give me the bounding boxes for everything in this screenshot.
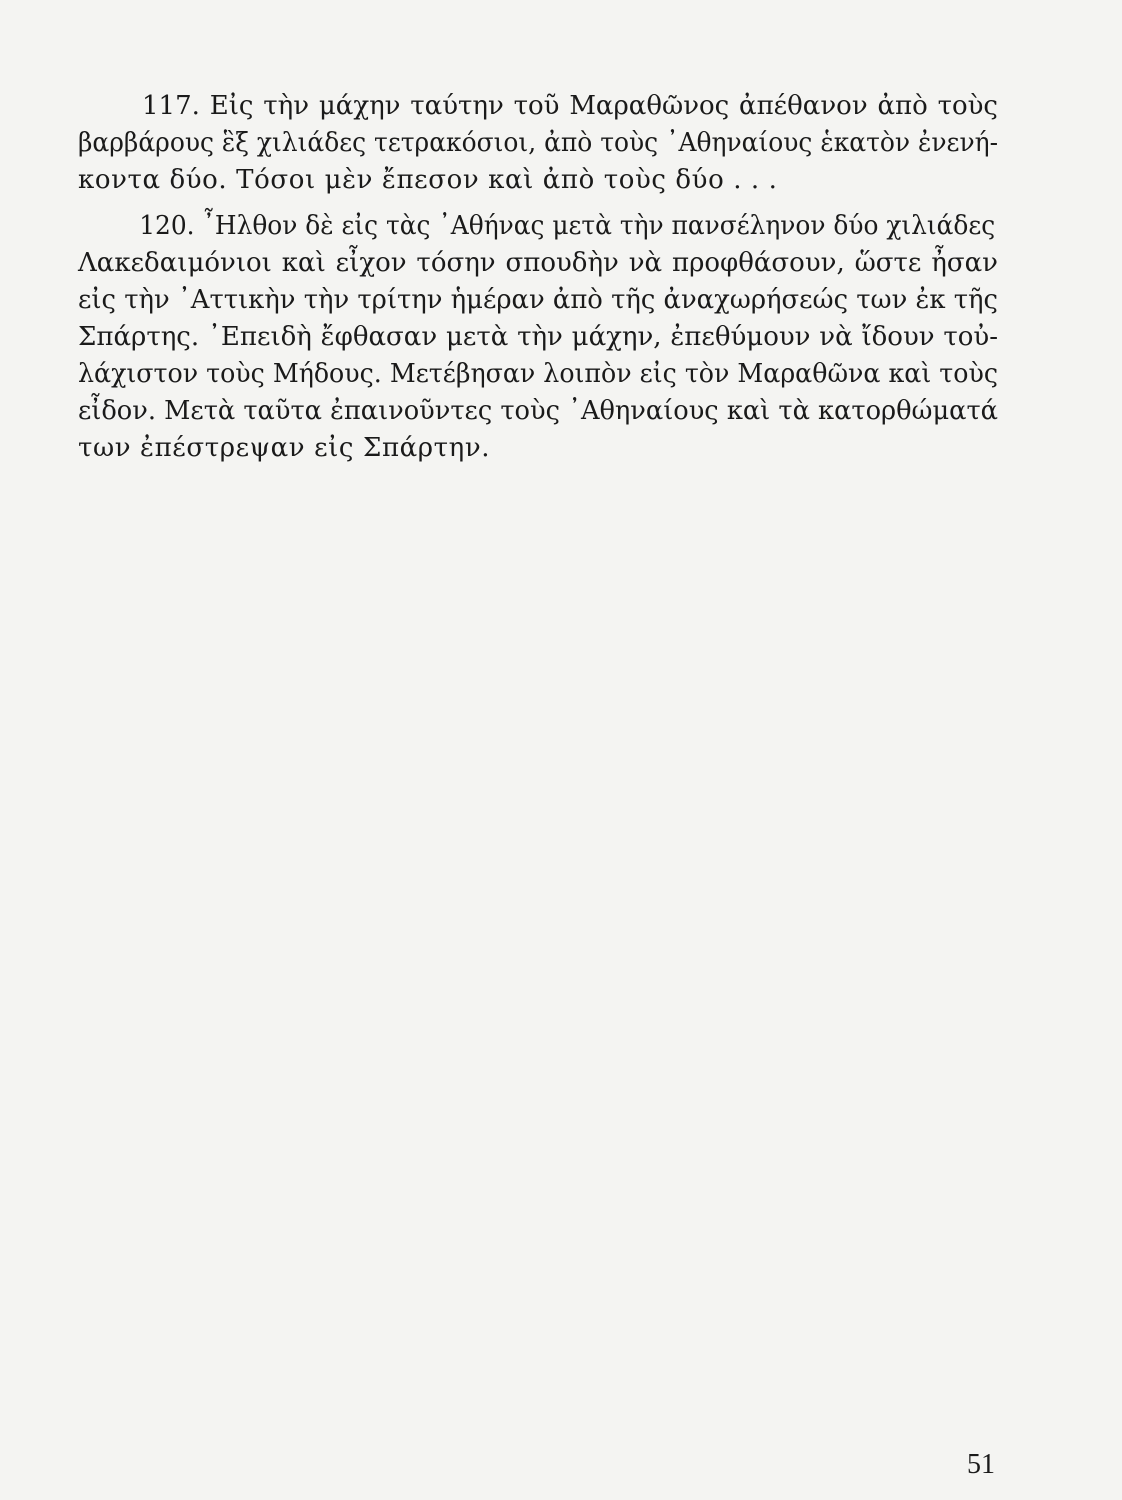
text-line: κοντα δύο. Τόσοι μὲν ἔπεσον καὶ ἀπὸ τοὺς δύο . . . bbox=[78, 165, 778, 195]
text-line: 120. ῏Ηλθον δὲ εἰς τὰς ᾿Αθήνας μετὰ τὴν πανσέληνον δύο χιλιάδες bbox=[139, 211, 996, 241]
show-through-heading bbox=[818, 472, 1008, 507]
text-line: βαρβάρους ἓξ χιλιάδες τετρακόσιοι, ἀπὸ τοὺς ᾿Αθηναίους ἑκατὸν ἐνενή- bbox=[78, 128, 998, 158]
text-line: 117. Εἰς τὴν μάχην ταύτην τοῦ Μαραθῶνος ἀπέθανον ἀπὸ τοὺς bbox=[142, 91, 998, 121]
page-number: 51 bbox=[967, 1449, 995, 1480]
paragraph-117 bbox=[78, 88, 998, 199]
text-line: Λακεδαιμόνιοι καὶ εἶχον τόσην σπουδὴν νὰ προφθάσουν, ὥστε ἦσαν bbox=[78, 248, 998, 278]
paragraph-120 bbox=[78, 208, 998, 467]
show-through-text bbox=[78, 636, 998, 673]
text-line: Σπάρτης. ᾿Επειδὴ ἔφθασαν μετὰ τὴν μάχην, ἐπεθύμουν νὰ ἴδουν τοὐ- bbox=[78, 322, 998, 352]
text-line: των ἐπέστρεψαν εἰς Σπάρτην. bbox=[78, 433, 491, 463]
text-line: εἰς τὴν ᾿Αττικὴν τὴν τρίτην ἡμέραν ἀπὸ τῆς ἀναχωρήσεώς των ἐκ τῆς bbox=[78, 285, 998, 315]
text-line: εἶδον. Μετὰ ταῦτα ἐπαινοῦντες τοὺς ᾿Αθηναίους καὶ τὰ κατορθώματά bbox=[78, 396, 998, 426]
text-line: λάχιστον τοὺς Μήδους. Μετέβησαν λοιπὸν εἰς τὸν Μαραθῶνα καὶ τοὺς bbox=[78, 359, 998, 389]
